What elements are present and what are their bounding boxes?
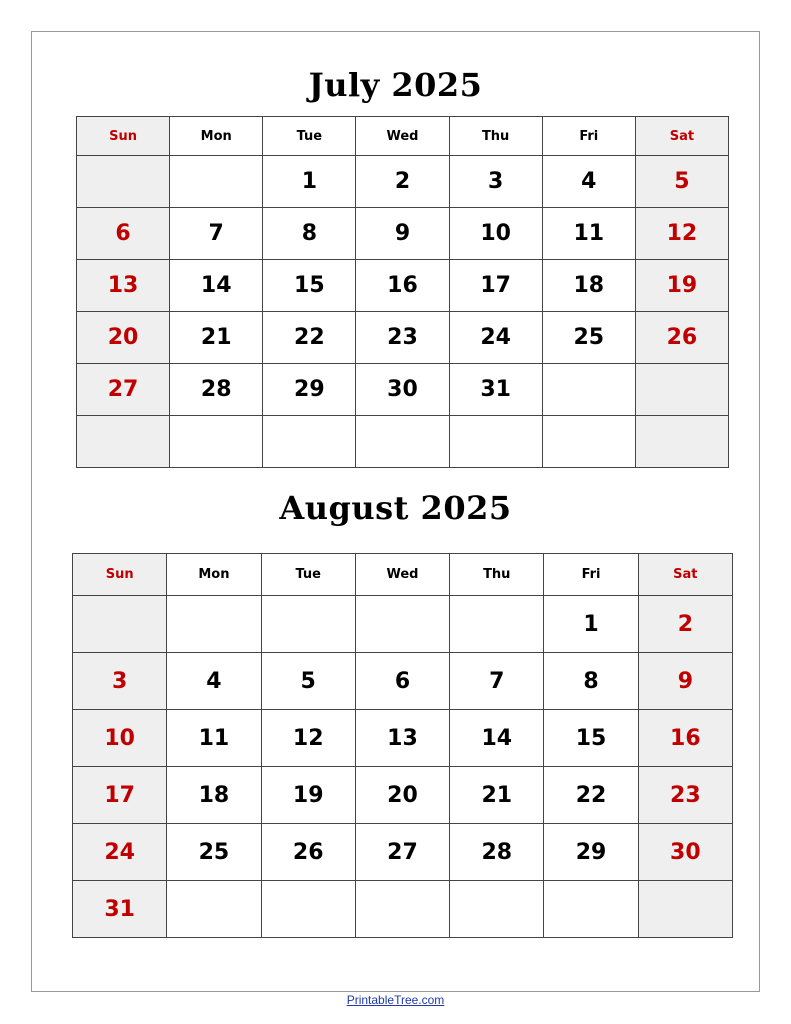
day-cell: 13 [77,260,170,312]
day-cell: 24 [449,312,542,364]
day-cell: 27 [355,824,449,881]
empty-day-cell [638,881,732,938]
weekday-header-mon: Mon [167,554,261,596]
day-cell: 7 [450,653,544,710]
empty-day-cell [77,156,170,208]
day-cell: 31 [73,881,167,938]
week-row [77,156,729,208]
weekday-header-row [77,117,729,156]
day-cell: 14 [450,710,544,767]
day-cell: 19 [261,767,355,824]
month-title-july: July 2025 [308,66,483,104]
empty-day-cell [73,596,167,653]
day-cell: 3 [73,653,167,710]
weekday-header-sun: Sun [77,117,170,156]
weekday-header-row [73,554,733,596]
day-cell: 19 [635,260,728,312]
day-cell: 9 [638,653,732,710]
week-row [73,881,733,938]
day-cell: 11 [167,710,261,767]
day-cell: 27 [77,364,170,416]
week-row [77,208,729,260]
day-cell: 22 [263,312,356,364]
day-cell: 24 [73,824,167,881]
day-cell: 21 [450,767,544,824]
day-cell: 29 [544,824,638,881]
day-cell: 4 [167,653,261,710]
empty-day-cell [450,881,544,938]
empty-day-cell [542,416,635,468]
weekday-header-fri: Fri [544,554,638,596]
day-cell: 20 [77,312,170,364]
day-cell: 5 [635,156,728,208]
weekday-header-tue: Tue [261,554,355,596]
day-cell: 10 [73,710,167,767]
empty-day-cell [261,596,355,653]
day-cell: 1 [544,596,638,653]
empty-day-cell [261,881,355,938]
day-cell: 21 [170,312,263,364]
day-cell: 10 [449,208,542,260]
day-cell: 1 [263,156,356,208]
day-cell: 28 [450,824,544,881]
empty-day-cell [635,364,728,416]
week-row [77,364,729,416]
week-row [73,596,733,653]
day-cell: 13 [355,710,449,767]
day-cell: 17 [449,260,542,312]
calendar-august [72,553,733,938]
day-cell: 20 [355,767,449,824]
day-cell: 16 [638,710,732,767]
empty-day-cell [450,596,544,653]
day-cell: 26 [261,824,355,881]
day-cell: 8 [263,208,356,260]
weekday-header-sat: Sat [635,117,728,156]
day-cell: 2 [638,596,732,653]
empty-day-cell [542,364,635,416]
empty-day-cell [544,881,638,938]
day-cell: 25 [542,312,635,364]
day-cell: 23 [356,312,449,364]
footer-link[interactable]: PrintableTree.com [346,993,445,1007]
day-cell: 6 [355,653,449,710]
empty-day-cell [356,416,449,468]
day-cell: 12 [635,208,728,260]
day-cell: 15 [263,260,356,312]
day-cell: 12 [261,710,355,767]
day-cell: 30 [638,824,732,881]
week-row [73,767,733,824]
week-row [73,653,733,710]
day-cell: 16 [356,260,449,312]
day-cell: 23 [638,767,732,824]
empty-day-cell [635,416,728,468]
empty-day-cell [77,416,170,468]
weekday-header-sun: Sun [73,554,167,596]
weekday-header-wed: Wed [355,554,449,596]
day-cell: 8 [544,653,638,710]
empty-day-cell [167,881,261,938]
day-cell: 17 [73,767,167,824]
empty-day-cell [355,881,449,938]
weekday-header-fri: Fri [542,117,635,156]
day-cell: 2 [356,156,449,208]
calendar-july [76,116,729,468]
day-cell: 5 [261,653,355,710]
month-title-august: August 2025 [279,489,512,527]
empty-day-cell [263,416,356,468]
week-row [77,416,729,468]
week-row [73,710,733,767]
day-cell: 9 [356,208,449,260]
empty-day-cell [170,416,263,468]
empty-day-cell [167,596,261,653]
week-row [73,824,733,881]
weekday-header-sat: Sat [638,554,732,596]
day-cell: 4 [542,156,635,208]
day-cell: 26 [635,312,728,364]
day-cell: 15 [544,710,638,767]
day-cell: 25 [167,824,261,881]
day-cell: 18 [167,767,261,824]
day-cell: 18 [542,260,635,312]
day-cell: 29 [263,364,356,416]
empty-day-cell [449,416,542,468]
day-cell: 3 [449,156,542,208]
day-cell: 14 [170,260,263,312]
weekday-header-thu: Thu [450,554,544,596]
day-cell: 7 [170,208,263,260]
weekday-header-wed: Wed [356,117,449,156]
day-cell: 22 [544,767,638,824]
week-row [77,312,729,364]
weekday-header-mon: Mon [170,117,263,156]
day-cell: 31 [449,364,542,416]
empty-day-cell [170,156,263,208]
day-cell: 11 [542,208,635,260]
week-row [77,260,729,312]
day-cell: 28 [170,364,263,416]
day-cell: 6 [77,208,170,260]
empty-day-cell [355,596,449,653]
weekday-header-tue: Tue [263,117,356,156]
weekday-header-thu: Thu [449,117,542,156]
day-cell: 30 [356,364,449,416]
